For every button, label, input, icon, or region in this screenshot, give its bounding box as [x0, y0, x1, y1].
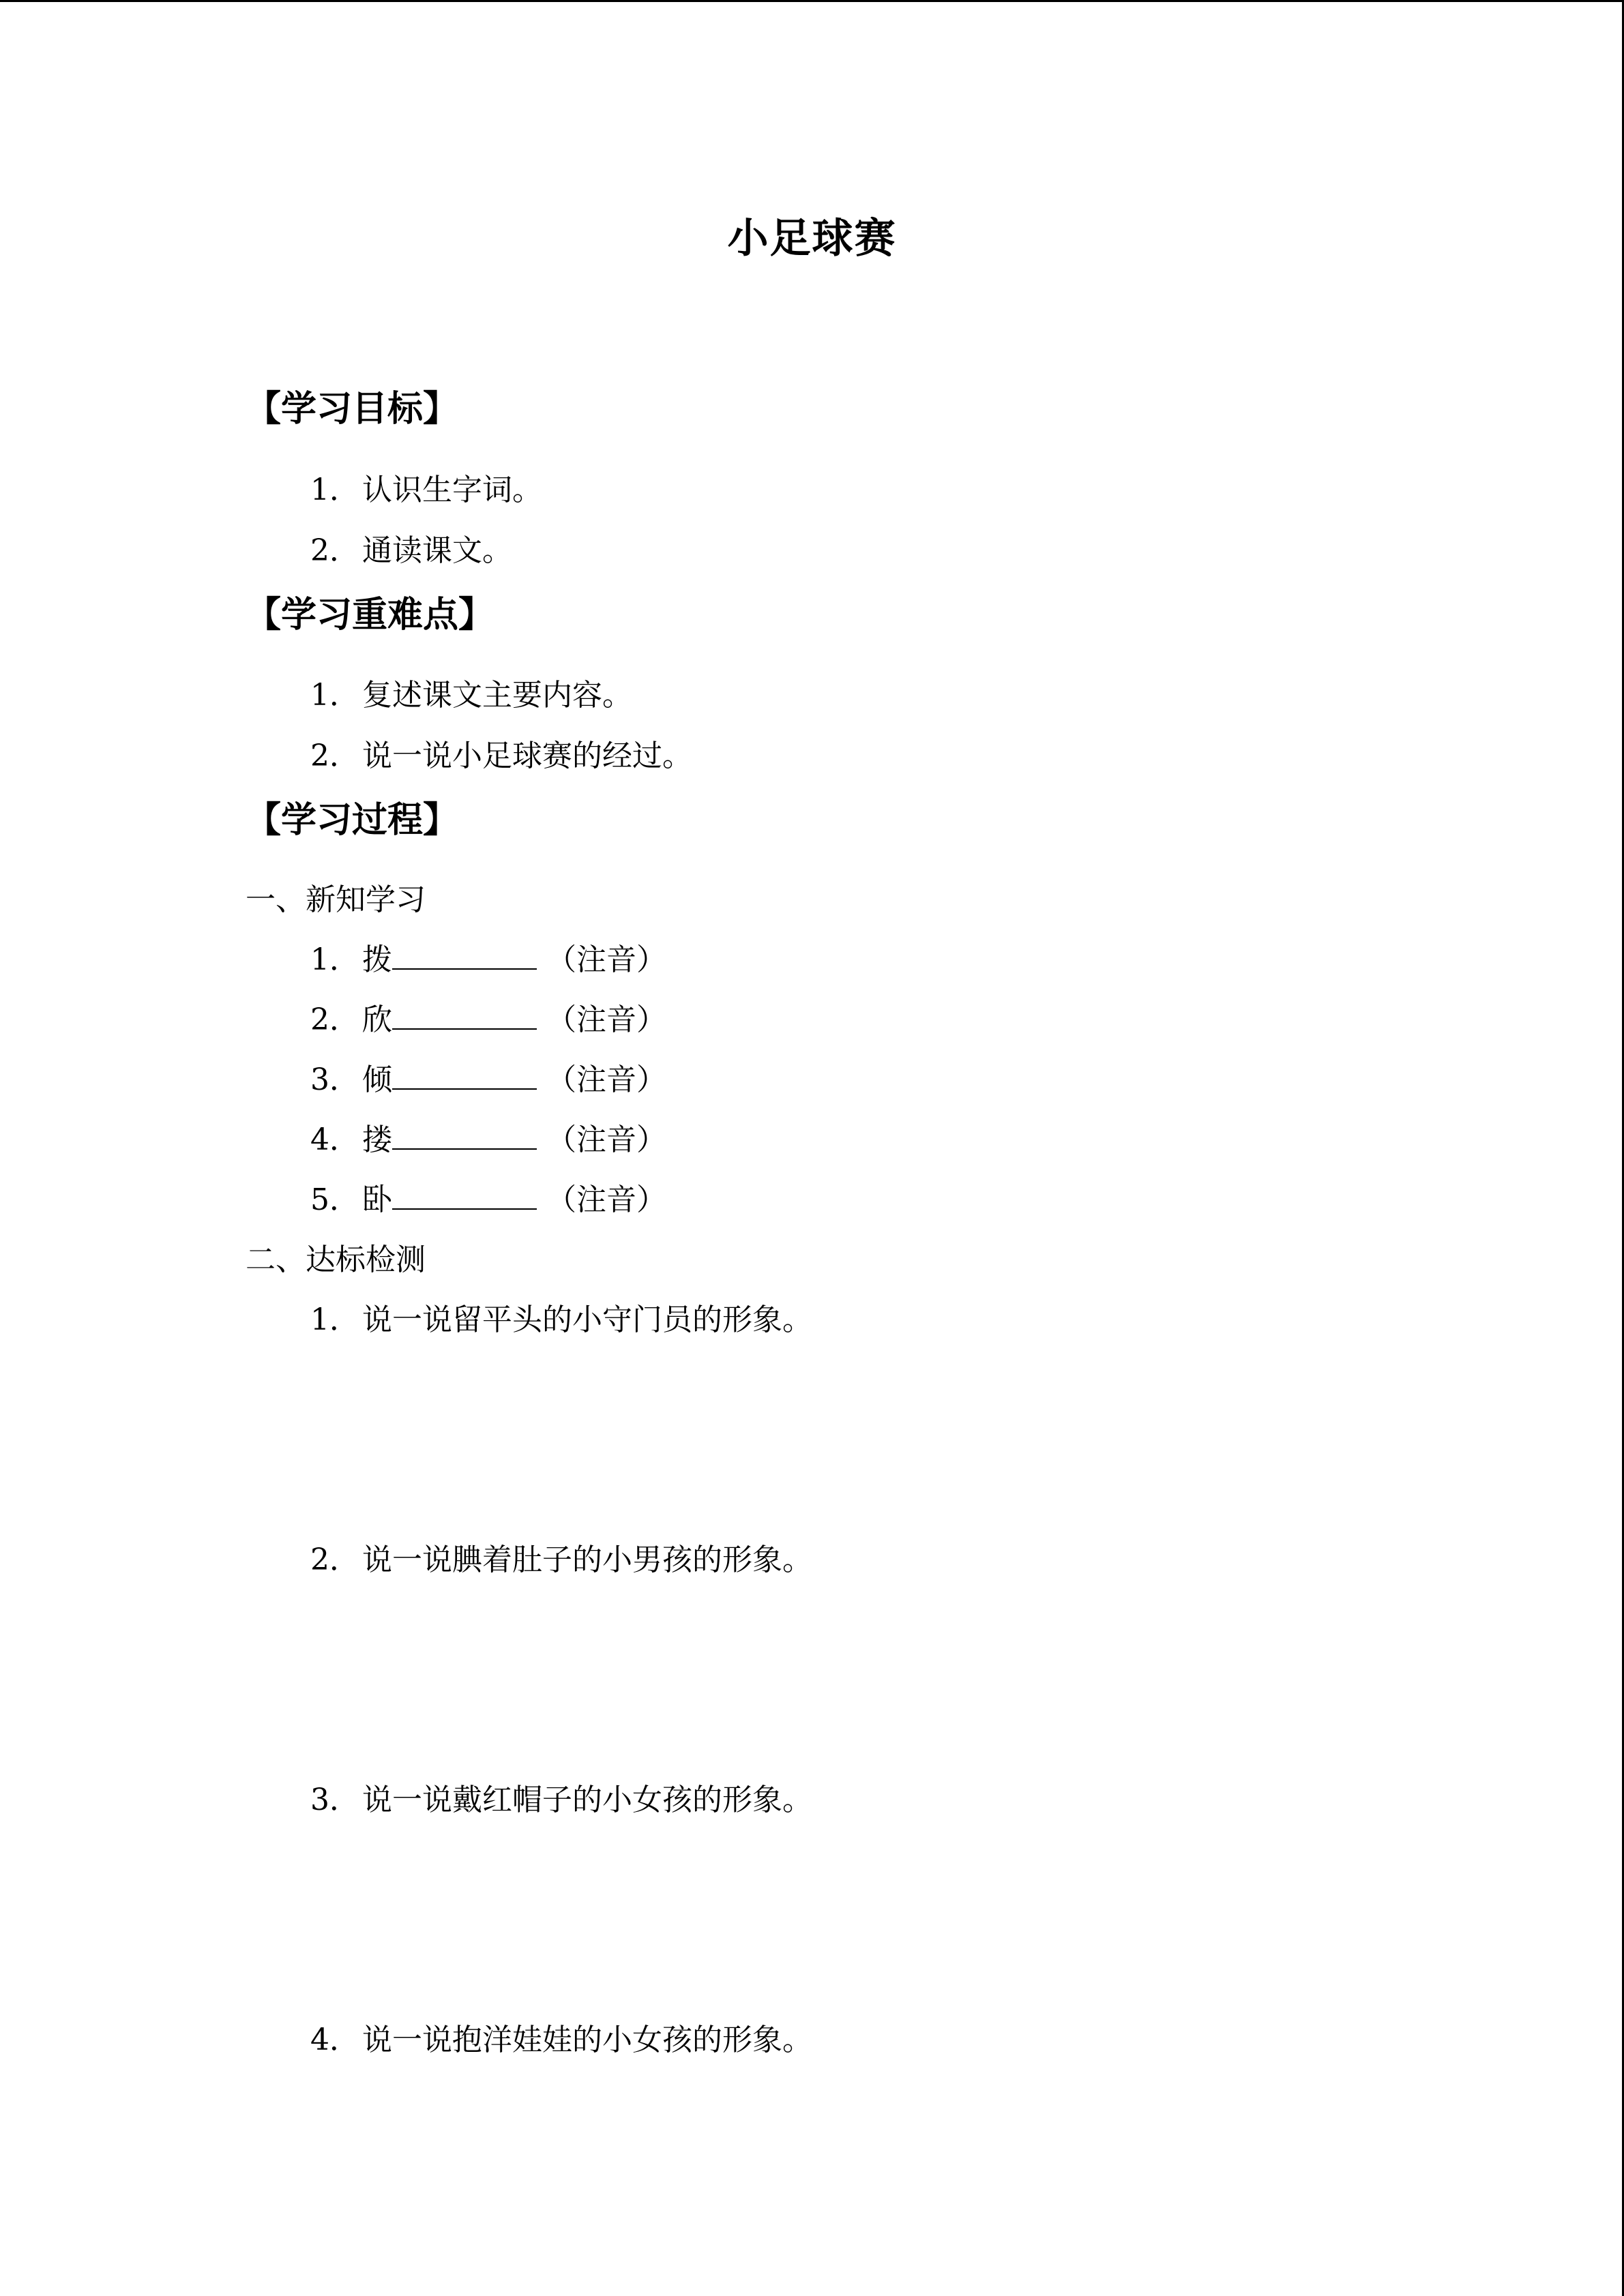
item-text: 说一说抱洋娃娃的小女孩的形象。 [362, 2023, 812, 2057]
assessment-question [310, 2016, 812, 2064]
answer-blank[interactable] [392, 1118, 537, 1150]
item-number: 1． [310, 678, 359, 713]
item-text: 说一说留平头的小守门员的形象。 [362, 1302, 812, 1337]
goal-item [310, 527, 512, 575]
page-title: 小足球赛 [727, 215, 897, 263]
item-number: 2． [310, 1002, 359, 1037]
item-number: 2． [310, 739, 359, 773]
assessment-question [310, 1296, 812, 1344]
section-heading-difficulties: 【学习重难点】 [246, 595, 494, 636]
goal-item [310, 466, 542, 514]
item-text: 认识生字词。 [362, 473, 542, 507]
item-character: 卧 [362, 1182, 392, 1217]
item-text: 复述课文主要内容。 [362, 678, 632, 713]
item-character: 欣 [362, 1002, 392, 1037]
difficulty-item [310, 732, 692, 780]
pinyin-item [310, 936, 666, 984]
answer-blank[interactable] [392, 938, 537, 970]
item-character: 倾 [362, 1062, 392, 1097]
item-text: 说一说腆着肚子的小男孩的形象。 [362, 1542, 812, 1577]
assessment-question [310, 1536, 812, 1584]
answer-blank[interactable] [392, 1178, 537, 1210]
section-heading-goals: 【学习目标】 [246, 389, 459, 430]
difficulty-item [310, 672, 632, 719]
section-heading-process: 【学习过程】 [246, 800, 459, 841]
item-number: 2． [310, 1542, 359, 1577]
item-number: 5． [310, 1182, 359, 1217]
item-suffix: （注音） [546, 1002, 666, 1037]
item-suffix: （注音） [546, 1122, 666, 1157]
item-character: 拨 [362, 942, 392, 977]
assessment-question [310, 1776, 812, 1824]
item-suffix: （注音） [546, 1062, 666, 1097]
item-text: 说一说戴红帽子的小女孩的形象。 [362, 1783, 812, 1817]
part-label-assessment: 二、达标检测 [246, 1242, 426, 1277]
answer-blank[interactable] [392, 998, 537, 1030]
item-character: 搂 [362, 1122, 392, 1157]
item-number: 1． [310, 1302, 359, 1337]
item-number: 3． [310, 1783, 359, 1817]
item-text: 通读课文。 [362, 533, 512, 568]
pinyin-item [310, 996, 666, 1044]
item-suffix: （注音） [546, 942, 666, 977]
item-number: 4． [310, 2023, 359, 2057]
item-number: 1． [310, 942, 359, 977]
pinyin-item [310, 1056, 666, 1104]
item-number: 2． [310, 533, 359, 568]
pinyin-item [310, 1176, 666, 1224]
item-number: 1． [310, 473, 359, 507]
item-number: 4． [310, 1122, 359, 1157]
pinyin-item [310, 1116, 666, 1164]
page-border-top [0, 0, 1624, 2]
part-label-new-knowledge: 一、新知学习 [246, 882, 426, 917]
item-text: 说一说小足球赛的经过。 [362, 739, 692, 773]
item-number: 3． [310, 1062, 359, 1097]
item-suffix: （注音） [546, 1182, 666, 1217]
answer-blank[interactable] [392, 1058, 537, 1090]
